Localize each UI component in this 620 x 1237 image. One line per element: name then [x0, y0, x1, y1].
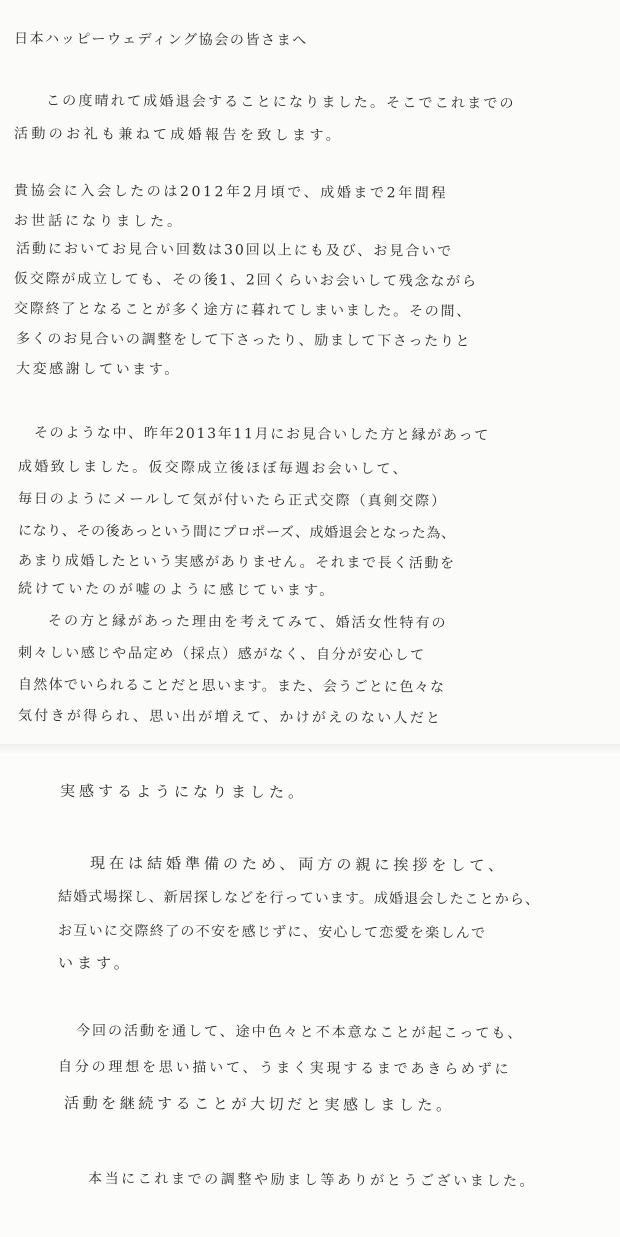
paragraph-line: になり、その後あっという間にプロポーズ、成婚退会となった為、 [17, 523, 456, 542]
paragraph-line: お互いに交際終了の不安を感じずに、安心して恋愛を楽しんで [57, 923, 487, 942]
paragraph-line: 今回の活動を通して、途中色々と不本意なことが起こっても、 [75, 1023, 524, 1042]
paragraph-line: 続けていたのが嘘のように感じています。 [17, 581, 337, 599]
paragraph-line: 自分の理想を思い描いて、うまく実現するまであきらめずに [57, 1059, 512, 1078]
paragraph-line: 実感するようになりました。 [59, 782, 308, 802]
closing-line: 本当にこれまでの調整や励まし等ありがとうございました。 [87, 1171, 537, 1190]
letter-page-2 [0, 756, 620, 1237]
paragraph-line: 仮交際が成立しても、その後1、2回くらいお会いして残念ながら [13, 271, 478, 290]
paragraph-line: 成婚致しました。仮交際成立後ほぼ毎週お会いして、 [17, 459, 409, 478]
paragraph-line: この度晴れて成婚退会することになりました。そこでこれまでの [45, 93, 516, 112]
paragraph-line: います。 [57, 954, 133, 973]
paragraph-line: 活動のお礼も兼ねて成婚報告を致します。 [13, 126, 344, 145]
paragraph-line: 貴協会に入会したのは2012年2月頃で、成婚まで2年間程 [13, 183, 449, 202]
paragraph-line: 活動においてお見合い回数は30回以上にも及び、お見合いで [15, 241, 454, 260]
paragraph-line: 自然体でいられることだと思います。また、会うごとに色々な [17, 677, 446, 696]
paragraph-line: そのような中、昨年2013年11月にお見合いした方と縁があって [33, 425, 491, 444]
salutation: 日本ハッピーウェディング協会の皆さまへ [13, 31, 308, 49]
paragraph-line: 交際終了となることが多く途方に暮れてしまいました。その間、 [13, 301, 473, 320]
paragraph-line: 結婚式場探し、新居探しなどを行っています。成婚退会したことから、 [57, 889, 541, 908]
paragraph-line: 多くのお見合いの調整をして下さったり、励まして下さったりと [15, 331, 472, 350]
paragraph-line: 刺々しい感じや品定め（採点）感がなく、自分が安心して [17, 645, 426, 664]
paragraph-line: 現在は結婚準備のため、両方の親に挨拶をして、 [89, 854, 508, 875]
paragraph-line: お世話になりました。 [13, 213, 185, 231]
paragraph-line: 活動を継続することが大切だと実感しました。 [63, 1094, 455, 1115]
paragraph-line: あまり成婚したという実感がありません。それまで長く活動を [17, 553, 456, 572]
paragraph-line: 気付きが得られ、思い出が増えて、かけがえのない人だと [17, 708, 443, 727]
paragraph-line: 大変感謝しています。 [15, 361, 181, 379]
paragraph-line: 毎日のようにメールして気が付いたら正式交際（真剣交際） [17, 491, 448, 510]
paragraph-line: その方と縁があった理由を考えてみて、婚活女性特有の [47, 613, 448, 632]
page-separator [0, 744, 620, 756]
